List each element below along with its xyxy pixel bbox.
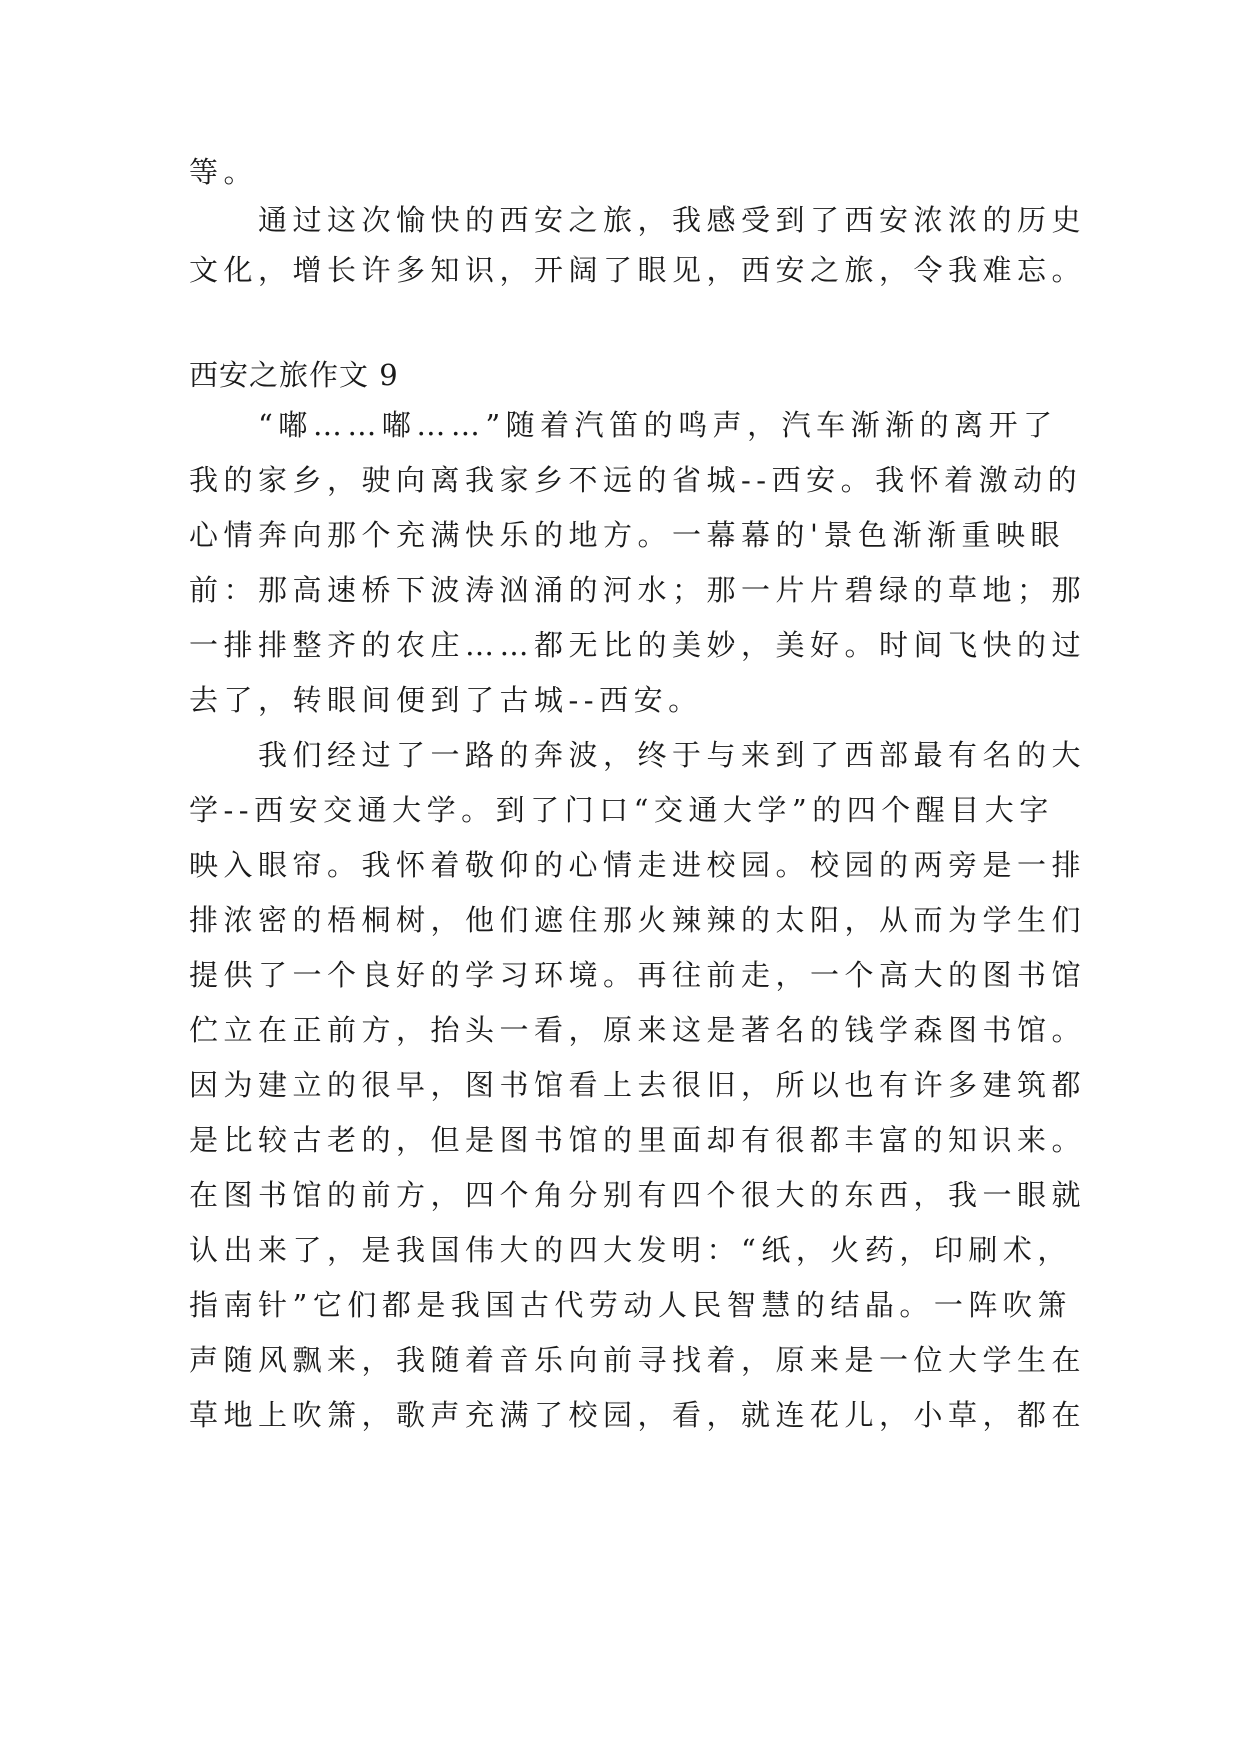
paragraph-line: 映入眼帘。我怀着敬仰的心情走进校园。校园的两旁是一排 <box>189 848 1087 882</box>
paragraph-line: 认出来了，是我国伟大的四大发明：“纸，火药，印刷术， <box>189 1233 1072 1267</box>
paragraph-line: 提供了一个良好的学习环境。再往前走，一个高大的图书馆 <box>189 958 1087 992</box>
paragraph-line: “嘟……嘟……”随着汽笛的鸣声，汽车渐渐的离开了 <box>258 408 1058 442</box>
paragraph-line: 指南针”它们都是我国古代劳动人民智慧的结晶。一阵吹箫 <box>189 1288 1072 1322</box>
section-heading: 西安之旅作文 9 <box>189 358 399 392</box>
paragraph-line: 声随风飘来，我随着音乐向前寻找着，原来是一位大学生在 <box>189 1343 1087 1377</box>
paragraph-line: 是比较古老的，但是图书馆的里面却有很都丰富的知识来。 <box>189 1123 1087 1157</box>
paragraph-line: 文化，增长许多知识，开阔了眼见，西安之旅，令我难忘。 <box>189 253 1087 287</box>
paragraph-line: 去了，转眼间便到了古城--西安。 <box>189 683 703 717</box>
paragraph-line: 在图书馆的前方，四个角分别有四个很大的东西，我一眼就 <box>189 1178 1087 1212</box>
paragraph-line: 前：那高速桥下波涛汹涌的河水；那一片片碧绿的草地；那 <box>189 573 1087 607</box>
paragraph-line: 学--西安交通大学。到了门口“交通大学”的四个醒目大字 <box>189 793 1054 827</box>
paragraph-line: 我的家乡，驶向离我家乡不远的省城--西安。我怀着激动的 <box>189 463 1083 497</box>
paragraph-line: 因为建立的很早，图书馆看上去很旧，所以也有许多建筑都 <box>189 1068 1087 1102</box>
paragraph-line: 伫立在正前方，抬头一看，原来这是著名的钱学森图书馆。 <box>189 1013 1087 1047</box>
paragraph-line: 一排排整齐的农庄……都无比的美妙，美好。时间飞快的过 <box>189 628 1087 662</box>
paragraph-line: 等。 <box>189 155 259 189</box>
paragraph-line: 草地上吹箫，歌声充满了校园，看，就连花儿，小草，都在 <box>189 1398 1087 1432</box>
paragraph-line: 排浓密的梧桐树，他们遮住那火辣辣的太阳，从而为学生们 <box>189 903 1087 937</box>
paragraph-line: 通过这次愉快的西安之旅，我感受到了西安浓浓的历史 <box>258 203 1087 237</box>
paragraph-line: 我们经过了一路的奔波，终于与来到了西部最有名的大 <box>258 738 1087 772</box>
paragraph-line: 心情奔向那个充满快乐的地方。一幕幕的'景色渐渐重映眼 <box>189 518 1065 552</box>
